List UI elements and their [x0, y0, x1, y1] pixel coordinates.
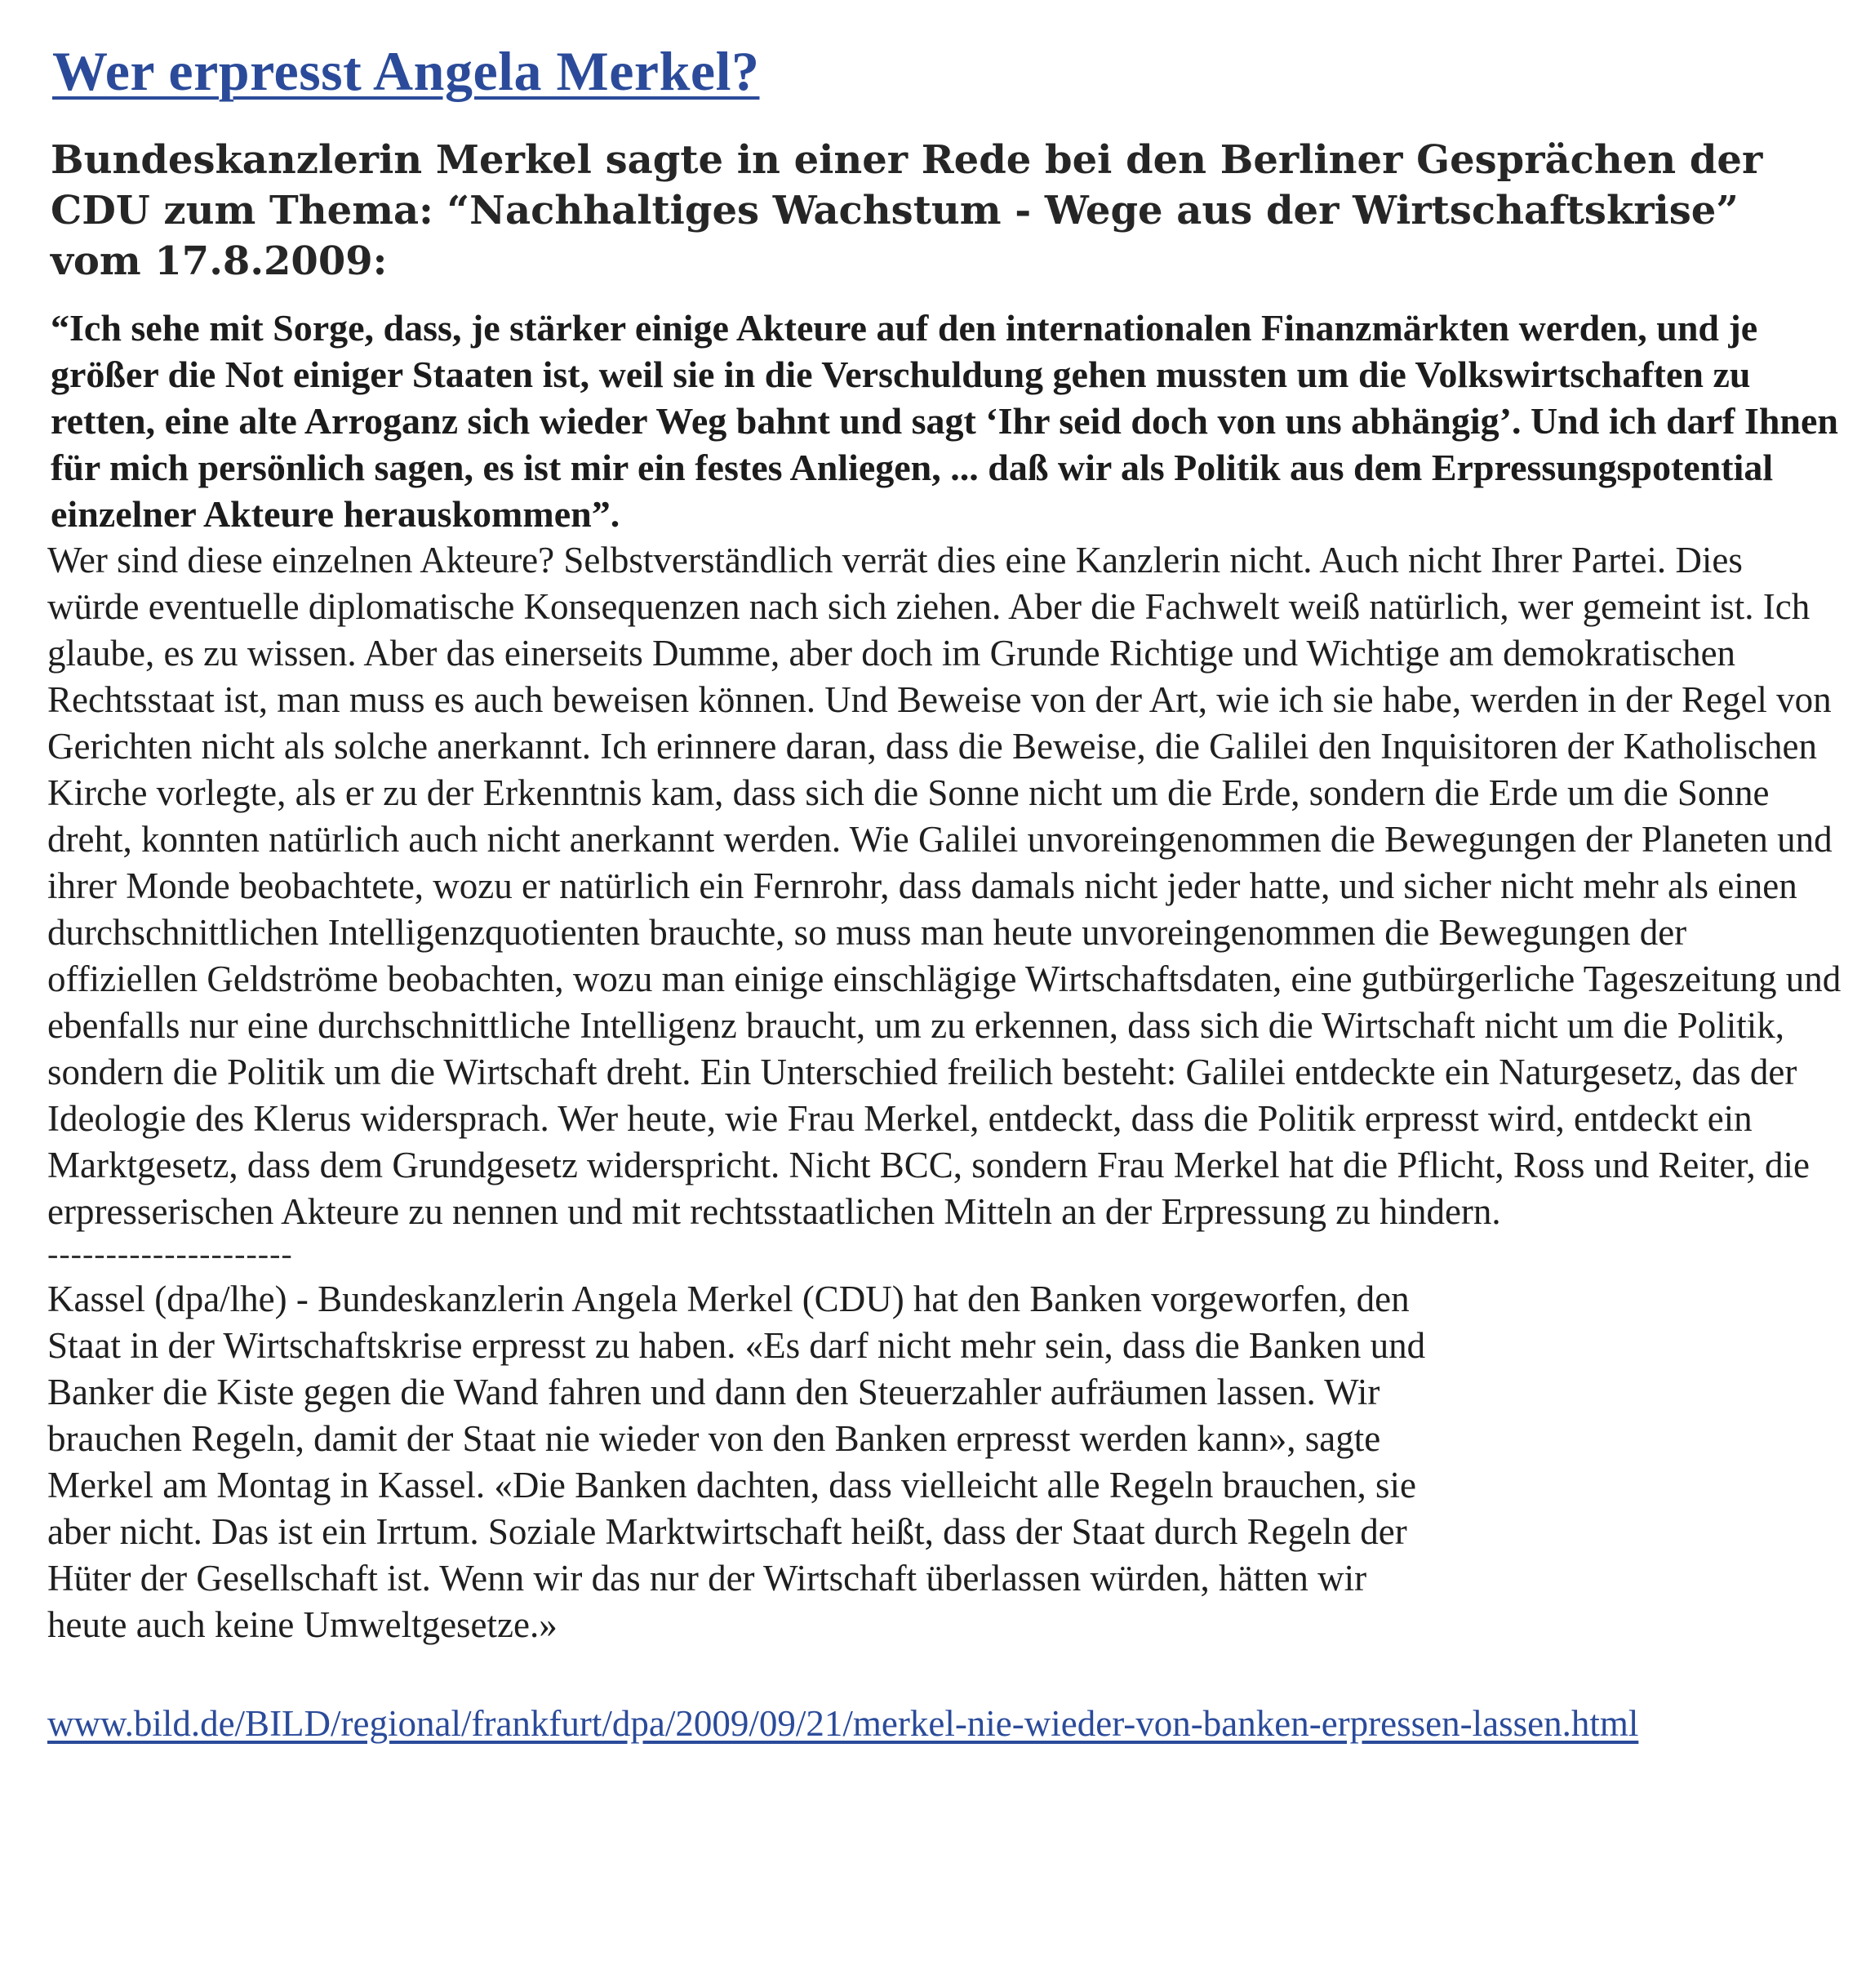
source-link[interactable]: www.bild.de/BILD/regional/frankfurt/dpa/2009/09/21/merkel-nie-wieder-von-banken-erpressen-lassen.html [47, 1702, 1639, 1744]
document-page [46, 40, 1842, 1747]
intro-paragraph: Bundeskanzlerin Merkel sagte in einer Rede bei den Berliner Gesprächen der CDU zum Thema: “Nachhaltiges Wachstum - Wege aus der Wirtschaftskrise” vom 17.8.2009: [51, 136, 1763, 284]
merkel-quote: “Ich sehe mit Sorge, dass, je stärker einige Akteure auf den internationalen Finanzmärkten werden, und je größer die Not einiger Staaten ist, weil sie in die Verschuldung gehen mussten um die Volkswirtschaften zu retten, eine alte Arroganz sich wieder Weg bahnt und sagt ‘Ihr seid doch von uns abhängig’. Und ich darf Ihnen für mich persönlich sagen, es ist mir ein festes Anliegen, ... daß wir als Politik aus dem Erpressungspotential einzelner Akteure herauskommen”. [51, 306, 1839, 535]
news-excerpt: Kassel (dpa/lhe) - Bundeskanzlerin Angela Merkel (CDU) hat den Banken vorgeworfen, den Staat in der Wirtschaftskrise erpresst zu haben. «Es darf nicht mehr sein, dass die Banken und Banker die Kiste gegen die Wand fahren und dann den Steuerzahler aufräumen lassen. Wir brauchen Regeln, damit der Staat nie wieder von den Banken erpresst werden kann», sagte Merkel am Montag in Kassel. «Die Banken dachten, dass vielleicht alle Regeln brauchen, sie aber nicht. Das ist ein Irrtum. Soziale Marktwirtschaft heißt, dass der Staat durch Regeln der Hüter der Gesellschaft ist. Wenn wir das nur der Wirtschaft überlassen würden, hätten wir heute auch keine Umweltgesetze.» [47, 1278, 1426, 1645]
section-divider: --------------------- [47, 1234, 293, 1272]
page-title[interactable]: Wer erpresst Angela Merkel? [52, 40, 760, 102]
commentary-paragraph: Wer sind diese einzelnen Akteure? Selbstverständlich verrät dies eine Kanzlerin nicht. Auch nicht Ihrer Partei. Dies würde eventuelle diplomatische Konsequenzen nach sich ziehen. Aber die Fachwelt weiß natürlich, wer gemeint ist. Ich glaube, es zu wissen. Aber das einerseits Dumme, aber doch im Grunde Richtige und Wichtige am demokratischen Rechtsstaat ist, man muss es auch beweisen können. Und Beweise von der Art, wie ich sie habe, werden in der Regel von Gerichten nicht als solche anerkannt. Ich erinnere daran, dass die Beweise, die Galilei den Inquisitoren der Katholischen Kirche vorlegte, als er zu der Erkenntnis kam, dass sich die Sonne nicht um die Erde, sondern die Erde um die Sonne dreht, konnten natürlich auch nicht anerkannt werden. Wie Galilei unvoreingenommen die Bewegungen der Planeten und ihrer Monde beobachtete, wozu er natürlich ein Fernrohr, dass damals nicht jeder hatte, und sicher nicht mehr als einen durchschnittlichen Intelligenzquotienten brauchte, so muss man heute unvoreingenommen die Bewegungen der offiziellen Geldströme beobachten, wozu man einige einschlägige Wirtschaftsdaten, eine gutbürgerliche Tageszeitung und ebenfalls nur eine durchschnittliche Intelligenz braucht, um zu erkennen, dass sich die Wirtschaft nicht um die Politik, sondern die Politik um die Wirtschaft dreht. Ein Unterschied freilich besteht: Galilei entdeckte ein Naturgesetz, das der Ideologie des Klerus widersprach. Wer heute, wie Frau Merkel, entdeckt, dass die Politik erpresst wird, entdeckt ein Marktgesetz, dass dem Grundgesetz widerspricht. Nicht BCC, sondern Frau Merkel hat die Pflicht, Ross und Reiter, die erpresserischen Akteure zu nennen und mit rechtsstaatlichen Mitteln an der Erpressung zu hindern. [47, 539, 1842, 1232]
